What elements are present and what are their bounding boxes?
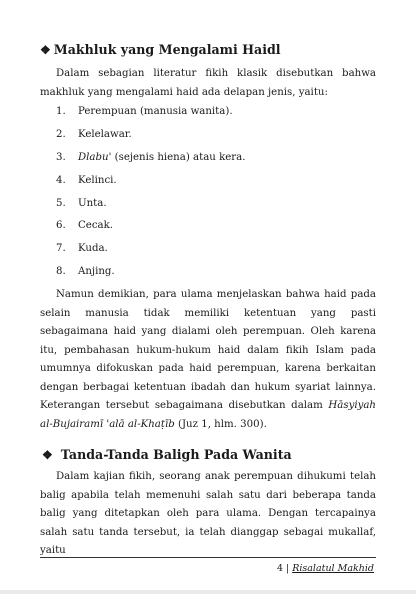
list-item: 7. Kuda.	[56, 243, 108, 255]
list-item: 1. Perempuan (manusia wanita).	[56, 106, 233, 117]
list-item: 8. Anjing.	[56, 266, 115, 278]
footer-divider	[40, 557, 376, 558]
section-title: Makhluk yang Mengalami Haidl	[53, 42, 281, 57]
section-heading-tanda-baligh	[40, 446, 376, 464]
intro-paragraph: Dalam sebagian literatur fikih klasik disebutkan bahwa makhluk yang mengalami haid ada delapan jenis, yaitu:	[40, 68, 376, 98]
baligh-paragraph: Dalam kajian fikih, seorang anak perempuan dihukumi telah balig apabila telah memenuhi salah satu dari beberapa tanda balig yang ditetapkan oleh para ulama. Dengan tercapainya salah satu tanda tersebut, ia telah dianggap sebagai mukallaf, yaitu	[40, 471, 376, 556]
section-title: Tanda-Tanda Baligh Pada Wanita	[60, 447, 292, 462]
list-item: 2. Kelelawar.	[56, 128, 132, 140]
diamond-bullet-icon: ❖	[42, 448, 53, 462]
page-edge	[0, 590, 416, 594]
list-item: 3. Dlabu' (sejenis hiena) atau kera.	[56, 151, 246, 163]
source-title: Hāsyiyah al-Bujairamī 'alā al-Khaṭīb	[40, 400, 376, 430]
section-heading-makhluk-haid	[40, 41, 376, 59]
page-footer	[277, 563, 374, 574]
list-item: 5. Unta.	[56, 197, 107, 209]
explanation-paragraph: Namun demikian, para ulama menjelaskan bahwa haid pada selain manusia tidak memiliki ketentuan yang pasti sebagaimana haid yang dialami oleh perempuan. Oleh karena itu, pembahasan hukum-hukum haid dalam fikih Islam pada umumnya difokuskan pada haid perempuan, karena berkaitan dengan berbagai ketentuan ibadah dan hukum syariat lainnya. Keterangan tersebut sebagaimana disebutkan dalam Hāsyiyah al-Bujairamī 'alā al-Khaṭīb (Juz 1, hlm. 300).	[40, 289, 376, 430]
diamond-bullet-icon: ❖	[40, 43, 51, 57]
creature-list	[56, 103, 245, 286]
list-item: 6. Cecak.	[56, 220, 114, 232]
page-number: 4	[276, 563, 283, 574]
list-item: 4. Kelinci.	[56, 174, 117, 186]
book-title: Risalatul Makhid	[292, 563, 374, 574]
footer-separator: |	[285, 563, 290, 574]
